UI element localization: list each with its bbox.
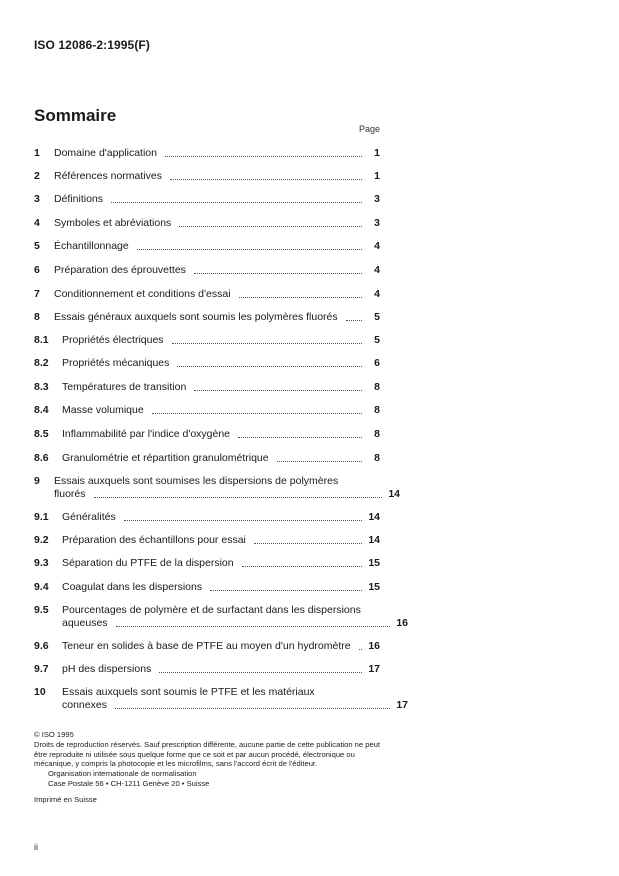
toc-title: Préparation des échantillons pour essai <box>62 534 246 546</box>
toc-page: 4 <box>374 288 380 300</box>
toc-page: 15 <box>368 581 380 593</box>
toc-number: 9.7 <box>34 663 49 675</box>
toc-title: Généralités <box>62 511 116 523</box>
toc-title: Coagulat dans les dispersions <box>62 581 203 593</box>
dot-leader <box>239 297 362 298</box>
toc-title-line2: connexes <box>62 699 107 711</box>
dot-leader <box>346 320 362 321</box>
toc-title: Inflammabilité par l'indice d'oxygène <box>62 428 231 440</box>
toc-page: 5 <box>374 311 380 323</box>
toc-title: Préparation des éprouvettes <box>54 264 186 276</box>
toc-title: Domaine d'application <box>54 147 157 159</box>
dot-leader <box>124 520 362 521</box>
toc-page: 14 <box>368 534 380 546</box>
dot-leader <box>170 179 362 180</box>
toc-page: 14 <box>388 488 400 500</box>
dot-leader <box>179 226 362 227</box>
toc-title: Températures de transition <box>62 381 187 393</box>
toc-entry[interactable] <box>34 640 380 653</box>
toc-entry[interactable] <box>34 217 380 230</box>
toc-entry[interactable] <box>34 475 400 501</box>
toc-number: 9.1 <box>34 511 49 523</box>
toc-entry[interactable] <box>34 686 408 712</box>
toc-entry[interactable] <box>34 404 380 417</box>
toc-entry[interactable] <box>34 147 380 160</box>
toc-number: 8.4 <box>34 404 49 416</box>
toc-entry[interactable] <box>34 428 380 441</box>
toc-page: 17 <box>396 699 408 711</box>
toc-entry[interactable] <box>34 534 380 547</box>
toc-number: 7 <box>34 288 40 300</box>
copyright-notice <box>34 730 384 805</box>
dot-leader <box>111 202 362 203</box>
toc-entry[interactable] <box>34 264 380 277</box>
dot-leader <box>115 708 390 709</box>
toc-page: 8 <box>374 428 380 440</box>
toc-entry[interactable] <box>34 170 380 183</box>
toc-number: 8 <box>34 311 40 323</box>
dot-leader <box>242 566 362 567</box>
toc-number: 9.3 <box>34 557 49 569</box>
toc-page: 14 <box>368 511 380 523</box>
toc-title: Conditionnement et conditions d'essai <box>54 288 231 300</box>
toc-title: Séparation du PTFE de la dispersion <box>62 557 234 569</box>
dot-leader <box>238 437 362 438</box>
dot-leader <box>177 366 362 367</box>
toc-number: 9.2 <box>34 534 49 546</box>
dot-leader <box>94 497 382 498</box>
toc-entry[interactable] <box>34 452 380 465</box>
page-number: ii <box>34 842 38 852</box>
toc-entry[interactable] <box>34 311 380 324</box>
dot-leader <box>194 390 362 391</box>
page-title: Sommaire <box>34 106 117 125</box>
toc-number: 1 <box>34 147 40 159</box>
toc-page: 8 <box>374 381 380 393</box>
toc-title: Propriétés électriques <box>62 334 164 346</box>
toc-number: 8.3 <box>34 381 49 393</box>
toc-title: Teneur en solides à base de PTFE au moyen d'un hydromètre <box>62 640 351 652</box>
dot-leader <box>137 249 362 250</box>
toc-number: 6 <box>34 264 40 276</box>
toc-page: 5 <box>374 334 380 346</box>
toc-page: 6 <box>374 357 380 369</box>
copyright-paragraph: Droits de reproduction réservés. Sauf prescription différente, aucune partie de cette publication ne peut être reproduite ni utilisée sous quelque forme que ce soit et par aucun procédé, électronique ou mécanique, y compris la photocopie et les microfilms, sans l'accord écrit de l'éditeur. <box>34 739 381 769</box>
dot-leader <box>194 273 362 274</box>
toc-title: Propriétés mécaniques <box>62 357 170 369</box>
toc-entry[interactable] <box>34 193 380 206</box>
toc-page: 4 <box>374 240 380 252</box>
toc-page: 1 <box>374 147 380 159</box>
organization-address: Case Postale 56 • CH-1211 Genève 20 • Suisse <box>48 778 210 788</box>
dot-leader <box>159 672 362 673</box>
toc-number: 8.2 <box>34 357 49 369</box>
toc-page: 17 <box>368 663 380 675</box>
toc-number: 9.4 <box>34 581 49 593</box>
toc-title: Échantillonnage <box>54 240 129 252</box>
toc-number: 2 <box>34 170 40 182</box>
toc-title-line2: fluorés <box>54 488 86 500</box>
toc-entry[interactable] <box>34 357 380 370</box>
toc-number: 10 <box>34 686 46 698</box>
toc-entry[interactable] <box>34 557 380 570</box>
toc-title: Symboles et abréviations <box>54 217 172 229</box>
dot-leader <box>210 590 362 591</box>
toc-number: 9.5 <box>34 604 49 616</box>
dot-leader <box>277 461 362 462</box>
printed-in: Imprimé en Suisse <box>34 794 97 804</box>
toc-entry[interactable] <box>34 581 380 594</box>
toc-title-line1: Essais auxquels sont soumis le PTFE et les matériaux <box>62 686 315 698</box>
toc-page: 8 <box>374 452 380 464</box>
toc-title: Définitions <box>54 193 104 205</box>
dot-leader <box>116 626 390 627</box>
organization-name: Organisation internationale de normalisation <box>48 769 197 779</box>
toc-entry[interactable] <box>34 334 380 347</box>
toc-number: 9 <box>34 475 40 487</box>
toc-entry[interactable] <box>34 240 380 253</box>
toc-number: 3 <box>34 193 40 205</box>
page-column-label: Page <box>358 124 380 134</box>
toc-title: Références normatives <box>54 170 162 182</box>
toc-entry[interactable] <box>34 511 380 524</box>
toc-entry[interactable] <box>34 288 380 301</box>
dot-leader <box>359 649 362 650</box>
toc-number: 5 <box>34 240 40 252</box>
document-id: ISO 12086-2:1995(F) <box>34 38 150 52</box>
toc-page: 1 <box>374 170 380 182</box>
toc-title: Essais généraux auxquels sont soumis les polymères fluorés <box>54 311 338 323</box>
dot-leader <box>172 343 362 344</box>
toc-number: 9.6 <box>34 640 49 652</box>
dot-leader <box>254 543 362 544</box>
toc-page: 16 <box>396 617 408 629</box>
toc-title: pH des dispersions <box>62 663 152 675</box>
toc-page: 3 <box>374 217 380 229</box>
toc-page: 8 <box>374 404 380 416</box>
toc-page: 4 <box>374 264 380 276</box>
toc-page: 15 <box>368 557 380 569</box>
toc-entry[interactable] <box>34 381 380 394</box>
toc-title: Masse volumique <box>62 404 144 416</box>
toc-number: 8.5 <box>34 428 49 440</box>
toc-title: Granulométrie et répartition granulométrique <box>62 452 269 464</box>
copyright-line: © ISO 1995 <box>34 730 74 739</box>
toc-number: 8.6 <box>34 452 49 464</box>
toc-title-line1: Essais auxquels sont soumises les dispersions de polymères <box>54 475 339 487</box>
toc-title-line2: aqueuses <box>62 617 108 629</box>
toc-page: 3 <box>374 193 380 205</box>
toc-page: 16 <box>368 640 380 652</box>
dot-leader <box>152 413 362 414</box>
toc-title-line1: Pourcentages de polymère et de surfactant dans les dispersions <box>62 604 361 616</box>
dot-leader <box>165 156 362 157</box>
toc-entry[interactable] <box>34 663 380 676</box>
toc-entry[interactable] <box>34 604 408 630</box>
toc-number: 4 <box>34 217 40 229</box>
toc-number: 8.1 <box>34 334 49 346</box>
